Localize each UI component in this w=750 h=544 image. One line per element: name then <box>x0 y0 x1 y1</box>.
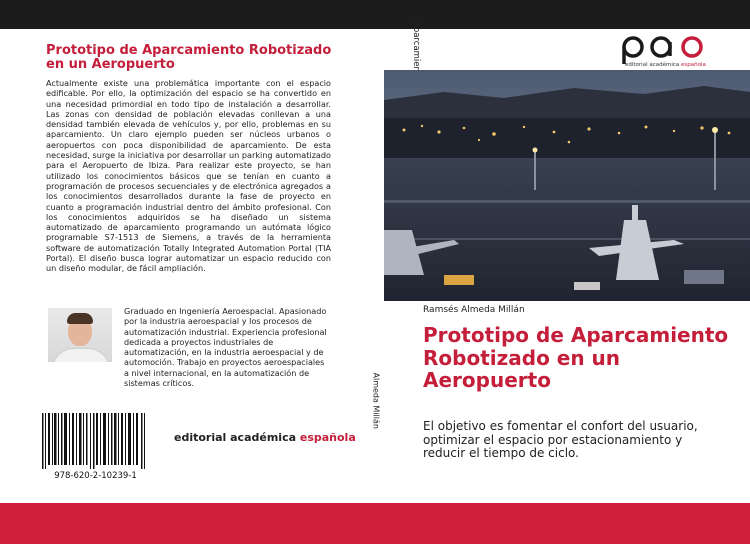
isbn-number: 978-620-2-10239-1 <box>54 471 137 481</box>
barcode-icon <box>38 411 153 471</box>
back-cover-description: Actualmente existe una problemática importante con el espacio edificable. Por ello, la optimización del espacio se ha convertido en una necesidad primordial en todo tipo de instalación a desarrollar. Las zonas con densidad de población elevadas conllevan a una densidad también elevada de vehículos y, por ello, problemas en su aparcamiento. Un claro ejemplo pueden ser núcleos urbanos o aeropuertos con poca disponibilidad de aparcamiento. De esta necesidad, surge la iniciativa por desarrollar un parking automatizado para el Aeropuerto de Ibiza. Para realizar este proyecto, se han utilizado los conocimientos básicos que se tenían en cuanto a programación de procesos secuenciales y de electrónica agregados a los conocimientos desarrollados durante la fase de proyecto en cuanto a programación industrial dentro del ámbito profesional. Con los conocimientos adquiridos se ha diseñado un sistema automatizado de aparcamiento programando un autómata lógico programable S7-1513 de Siemens, a través de la herramienta software de automatización Totally Integrated Automation Portal (TIA Portal). El diseño busca lograr automatizar un espacio reducido con un diseño modular, de fácil ampliación. <box>46 78 331 274</box>
author-bio: Graduado en Ingeniería Aeroespacial. Apasionado por la industria aeroespacial y los procesos de automatización industrial. Experiencia profesional dedicada a proyectos industriales de automatización, en la industria aeroespacial y de automoción. Trabajo en proyectos aeroespaciales a nivel internacional, en la automatización de sistemas críticos. <box>124 306 327 389</box>
bottom-band <box>0 503 750 544</box>
front-author-name: Ramsés Almeda Millán <box>423 305 525 315</box>
logo-text-accent: española <box>681 62 706 68</box>
airport-night-photo <box>384 70 750 301</box>
logo-text <box>625 62 706 68</box>
publisher-name-main: editorial académica <box>174 431 300 444</box>
top-band <box>0 0 750 29</box>
publisher-logo <box>620 34 712 74</box>
publisher-name-accent: española <box>299 431 356 444</box>
author-photo <box>48 308 112 362</box>
back-cover-title: Prototipo de Aparcamiento Robotizado en un Aeropuerto <box>46 43 332 72</box>
logo-text-main: editorial académica <box>625 62 682 68</box>
barcode <box>38 411 153 483</box>
front-cover-title: Prototipo de Aparcamiento Robotizado en un Aeropuerto <box>423 323 729 392</box>
spine-author: Almeda Millán <box>371 372 381 429</box>
front-cover-subtitle: El objetivo es fomentar el confort del usuario, optimizar el espacio por estacionamiento y reducir el tiempo de ciclo. <box>423 419 698 460</box>
back-publisher-name <box>174 431 356 444</box>
